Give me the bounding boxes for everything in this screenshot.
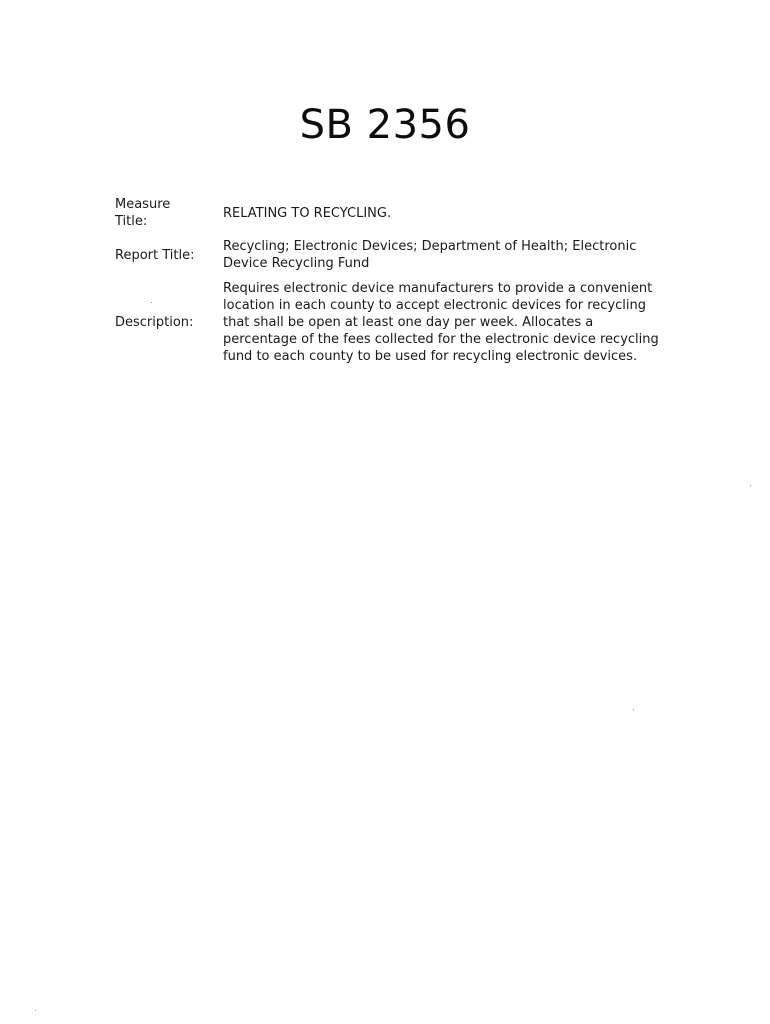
scan-speck bbox=[35, 1010, 36, 1011]
report-title-row bbox=[115, 238, 665, 272]
report-title-label: Report Title: bbox=[115, 248, 195, 263]
scan-speck bbox=[750, 485, 751, 486]
measure-title-row bbox=[115, 196, 665, 230]
description-row bbox=[115, 280, 665, 370]
scan-speck bbox=[151, 302, 152, 303]
bill-number-title: SB 2356 bbox=[299, 102, 471, 148]
measure-title-label: Measure Title: bbox=[115, 197, 171, 229]
scan-speck bbox=[633, 709, 634, 710]
description-label: Description: bbox=[115, 315, 194, 330]
description-value: Requires electronic device manufacturers to provide a convenient location in each county to accept electronic devices for recycling that shall be open at least one day per week. Allocates a percentage of the fees collected for the electronic device recycling fund to each county to be used for recycling electronic devices. bbox=[223, 281, 659, 364]
measure-title-value: RELATING TO RECYCLING. bbox=[223, 206, 392, 221]
report-title-value: Recycling; Electronic Devices; Department of Health; Electronic Device Recycling Fund bbox=[223, 239, 637, 271]
